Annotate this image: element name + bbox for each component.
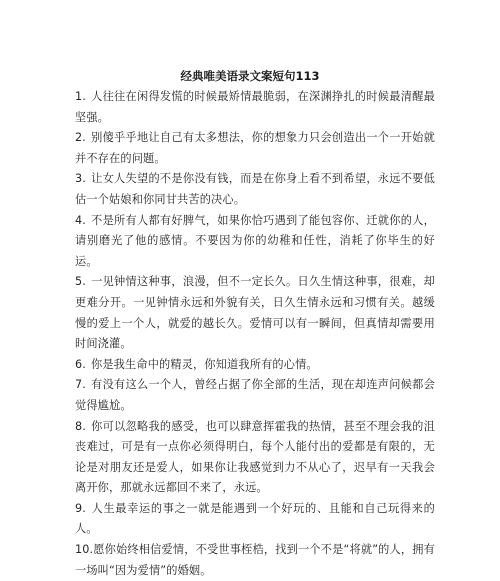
paragraph-text: 不是所有人都有好脾气，如果你恰巧遇到了能包容你、迁就你的人，请别磨光了他的感情。不要因为你的幼稚和任性，消耗了你毕生的好运。 bbox=[75, 213, 435, 268]
paragraph-2 bbox=[75, 128, 435, 169]
paragraph-10 bbox=[75, 540, 435, 581]
paragraph-number: 1. bbox=[75, 90, 86, 103]
paragraph-number: 10. bbox=[75, 543, 94, 557]
document-body bbox=[75, 87, 435, 581]
paragraph-number: 4. bbox=[75, 213, 86, 227]
paragraph-number: 7. bbox=[75, 378, 86, 392]
paragraph-text: 你是我生命中的精灵，你知道我所有的心情。 bbox=[91, 357, 318, 371]
paragraph-4 bbox=[75, 211, 435, 273]
paragraph-number: 9. bbox=[75, 501, 86, 515]
paragraph-3 bbox=[75, 169, 435, 210]
paragraph-5 bbox=[75, 272, 435, 354]
paragraph-number: 3. bbox=[75, 172, 86, 186]
paragraph-number: 2. bbox=[75, 131, 86, 145]
paragraph-text: 一见钟情这种事，浪漫，但不一定长久。日久生情这种事，很难，却更难分开。一见钟情永远和外貌有关，日久生情永远和习惯有关。越缓慢的爱上一个人，就爱的越长久。爱情可以有一瞬间，但真情却需要用时间浇灌。 bbox=[75, 275, 435, 351]
paragraph-text: 你可以忽略我的感受，也可以肆意挥霍我的热情，甚至不理会我的沮丧难过，可是有一点你必须得明白，每个人能付出的爱都是有限的，无论是对朋友还是爱人，如果你让我感觉到力不从心了，迟早有一天我会离开你，那就永远都回不来了，永远。 bbox=[75, 419, 435, 495]
paragraph-text: 愿你始终相信爱情，不受世事桎梏，找到一个不是“将就”的人，拥有一场叫“因为爱情”的婚姻。 bbox=[75, 543, 435, 577]
paragraph-6 bbox=[75, 355, 435, 376]
paragraph-text: 有没有这么一个人，曾经占据了你全部的生活，现在却连声问候都会觉得尴尬。 bbox=[75, 378, 435, 412]
paragraph-7 bbox=[75, 375, 435, 416]
document-title: 经典唯美语录文案短句113 bbox=[180, 69, 320, 83]
paragraph-number: 8. bbox=[75, 419, 86, 433]
paragraph-9 bbox=[75, 499, 435, 540]
paragraph-8 bbox=[75, 417, 435, 499]
paragraph-text: 让女人失望的不是你没有钱，而是在你身上看不到希望，永远不要低估一个姑娘和你同甘共苦的决心。 bbox=[75, 172, 435, 206]
paragraph-number: 6. bbox=[75, 357, 86, 371]
paragraph-number: 5. bbox=[75, 275, 86, 289]
paragraph-text: 人往往在闲得发慌的时候最矫情最脆弱，在深渊挣扎的时候最清醒最坚强。 bbox=[75, 90, 435, 124]
paragraph-text: 人生最幸运的事之一就是能遇到一个好玩的、且能和自己玩得来的人。 bbox=[75, 501, 435, 536]
paragraph-text: 别傻乎乎地让自己有太多想法，你的想象力只会创造出一个一开始就并不存在的问题。 bbox=[75, 131, 435, 165]
paragraph-1 bbox=[75, 87, 435, 128]
